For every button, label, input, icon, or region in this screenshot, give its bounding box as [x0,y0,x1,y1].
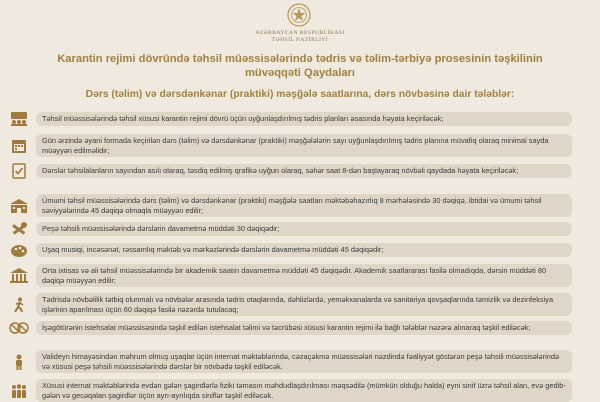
list-item [36,134,572,157]
section-subtitle: Dərs (təlim) və dərsdənkənar (praktiki) məşğələ saatlarına, dərs növbəsinə dair tələblər: [85,89,515,100]
classroom-icon [6,110,32,128]
list-item [36,194,572,217]
list-item [36,222,572,236]
school-building-icon [6,197,32,215]
list-item [36,293,572,316]
no-entry-icon [6,319,32,337]
list-item [36,321,572,335]
item-text: Xüsusi internat məktəblərində evdən gələn şagirdlərlə fiziki təmasın məhdudlaşdırılması məqsədilə (mümkün olduğu halda) eyni sinif üzrə təhsil alan, evə gedib-gələn və gecəqalan şagirdlər üçün ayrı-ayrılıqda siniflər təşkil ediləcək. [36,379,572,402]
ministry-line2: TƏHSİL NAZİRLİYİ [271,37,329,43]
tools-icon [6,220,32,238]
item-text: Valideyn himayəsindən məhrum olmuş uşaqlar üçün internat məktəblərində, cəzaçəkmə müəssisələri nəzdində fəaliyyət göstərən peşə təhsili müəssisələrində və xüsusi peşə təhsili müəssisələrində dərslər bir növbədə təşkil ediləcək. [36,350,572,373]
item-text: Orta ixtisas və ali təhsil müəssisələrində bir akademik saatın davametmə müddəti 45 dəqiqədir. Akademik saatlararası fasilə olmadıqda, dərsin müddəti 80 dəqiqə müəyyən edilir; [36,264,572,287]
item-text: Uşaq musiqi, incəsənət, rəssamlıq məktəb və mərkəzlərində dərslərin davametmə müddəti 45 dəqiqədir; [36,243,572,257]
document-title: Karantin rejimi dövründə təhsil müəssisələrində tədris və təlim-tərbiyə prosesinin təşkilinin müvəqqəti Qaydaları [57,53,543,79]
list-item [36,243,572,257]
item-text: Tədrisdə növbəlilik tətbiq olunmalı və növbələr arasında tədris otaqlarında, dəhlizlərdə, yeməkxanalarda və sanitariya qovşaqlarında təmizlik və dezinfeksiya işlərinin aparılması üçün 60 dəqiqə fasilə nəzərdə tutulacaq; [36,293,572,316]
item-text: Təhsil müəssisələrində təhsil xüsusi karantin rejimi dövrü üçün uyğunlaşdırılmış tədris planları əsasında həyata keçiriləcək; [36,112,572,126]
list-item [36,264,572,287]
item-text: Ümumi təhsil müəssisələrində dərs (təlim) və dərsdənkənar (praktiki) məşğələ saatları məktəbəhazırlıq 8 mərhələsində 30 dəqiqə, ibtidai və ümumi təhsil səviyyələrində 45 dəqiqə olmaqla müəyyən edilir; [36,194,572,217]
list-item [36,379,572,402]
walking-person-icon [6,296,32,314]
item-text: İşəgötürənin istehsalat müəssisəsində təşkil edilən istehsalat təlimi və təcrübəsi xüsusi karantin rejimi ilə bağlı tələblər nəzərə alınaraq təşkil ediləcək; [36,321,572,335]
state-emblem-icon [286,2,312,28]
item-text: Dərslər təhsilalanların sayından asılı olaraq, təsdiq edilmiş qrafikə uyğun olaraq, səhər saat 8-dən başlayaraq növbəli qaydada həyata keçiriləcək; [36,164,572,178]
item-text: Peşə təhsili müəssisələrində dərslərin davametmə müddəti 30 dəqiqədir; [36,222,572,236]
group-icon [6,382,32,400]
list-item [36,112,572,126]
calendar-icon [6,137,32,155]
checklist-icon [6,162,32,180]
list-item [36,164,572,178]
item-text: Gün ərzində əyani formada keçirilən dərs (təlim) və dərsdənkənar (praktiki) məşğələlərin sayı uyğunlaşdırılmış tədris planına müvafiq olaraq minimal sayda müəyyən edilməlidir; [36,134,572,157]
ministry-line1: AZƏRBAYCAN RESPUBLİKASI [255,30,345,36]
person-icon [6,353,32,371]
music-palette-icon [6,241,32,259]
university-icon [6,267,32,285]
list-item [36,350,572,373]
